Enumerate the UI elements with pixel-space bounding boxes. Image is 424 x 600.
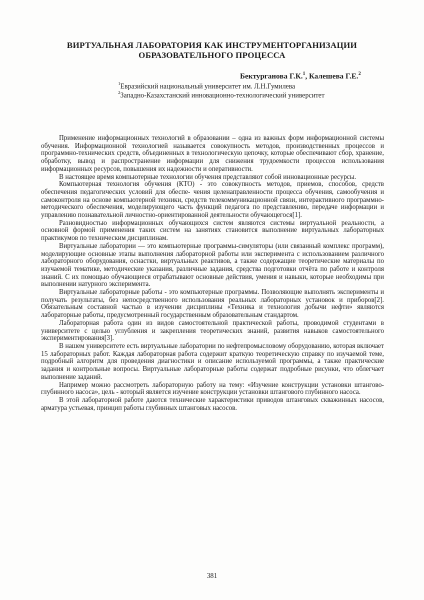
author-1: Бектурганова Г.К. [240,71,303,81]
body-paragraph-1: Применение информационных технологий в образовании – одна из важных форм информационной системы обучения. Информационной технологией называется совокупность методов, производственных процессов и программно-технических средств, объединенных в технологическую цепочку, которые обеспечивают сбор, хранение, обработку, вывод и распространение информации для снижения трудоемкости процессов использования информационных ресурсов, повышения их надежности и оперативности. [41,135,384,173]
author-line [240,70,410,81]
body-paragraph-6: Виртуальные лабораторные работы - это компьютерные программы. Позволяющие выполнять эксперименты и получать результаты, без непосредственного использования реальных лабораторных установок и приборов[2]. Обязательным составной частью в изучении дисциплины «Техника и технология добычи нефти» являются лабораторные работы, предусмотренный государственным образовательным стандартом. [41,289,384,320]
body-paragraph-3: Компьютерная технология обучения (КТО) - это совокупность методов, приемов, способов, средств обеспечения педагогических условий для обеспе- чения целенаправленности процесса обучения, самообучения и самоконтроля на основе компьютерной техники, средств телекоммуникационной связи, интерактивного программно-методического обеспечения, моделирующего часть функций педагога по представлению, передаче информации и управлению познавательной личностно-ориентированной деятельности обучающегося[1]. [41,181,384,220]
body-paragraph-7: Лабораторная работа один из видов самостоятельной практической работы, проводимой студентами в университете с целью углубления и закрепления теоретических знаний, развития навыков самостоятельного экспериментирования[3]. [41,319,384,343]
affiliation-2 [118,89,398,101]
body-paragraph-10: В этой лабораторной работе даются технические характеристики приводов штанговых скважинных насосов, арматура устьевая, принцип работы глубинных штанговых насосов. [41,396,384,412]
body-paragraph-9: Например можно рассмотреть лабораторную работу на тему: «Изучение конструкции установки штангово-глубинного насоса», цель - который является изучение конструкции установки штангового глубинного насоса. [41,381,384,397]
affiliation-2-mark: 2 [118,89,121,95]
body-paragraph-2: В настоящее время компьютерные технологии обучения представляют собой инновационные ресурсы. [59,173,357,181]
body-paragraph-8: В нашем университете есть виртуальные лаборатории по нефтепромысловому оборудованию, которая включает 15 лабораторных работ. Каждая лабораторная работа содержит краткую теоретическую справку по изучаемой теме, подробный алгоритм для проведения диагностики и описание используемой программы, а также практические задания и контрольные вопросы. Виртуальные лабораторные работы содержат подробные рисунки, что облегчает выполнение заданий. [41,342,384,381]
title-line-1: ВИРТУАЛЬНАЯ ЛАБОРАТОРИЯ КАК ИНСТРУМЕНТОРГАНИЗАЦИИ [66,40,358,50]
author-2-affil-mark: 2 [358,72,361,77]
author-2: Калешева Г.Е. [309,71,359,81]
author-separator: , [305,71,310,81]
title-line-2: ОБРАЗОВАТЕЛЬНОГО ПРОЦЕССА [138,50,286,61]
affiliation-1-mark: 1 [118,81,121,86]
affiliation-2-text: Западно-Казахстанский инновационно-технологический университет [120,91,325,99]
paper-body [41,135,384,412]
body-paragraph-5: Виртуальные лаборатории — это компьютерные программы-симуляторы (или связанный комплекс программ), моделирующие основные этапы выполнения лабораторной работы или эксперимента с использованием различного лабораторного оборудования, оснастки, виртуальных реактивов, а также содержащие теоретические материалы по изучаемой тематике, методические указания, различные задания, средства подготовки отчёта по работе и контроля знаний. С их помощью обучающиеся отрабатывают основные действия, умения и навыки, которые необходимы при выполнении натурного эксперимента. [41,242,384,289]
affiliation-1-text: Евразийский национальный университет им. Л.Н.Гумилева [120,83,296,91]
paper-title [40,40,384,61]
page-number: 381 [206,573,218,580]
body-paragraph-4: Разновидностью информационных обучающихся систем являются системы виртуальной реальности, а основной формой применения таких систем на занятиях становится выполнение виртуальных лабораторных практикумов по техническим дисциплинам. [41,219,384,243]
author-1-affil-mark: 1 [302,72,306,77]
